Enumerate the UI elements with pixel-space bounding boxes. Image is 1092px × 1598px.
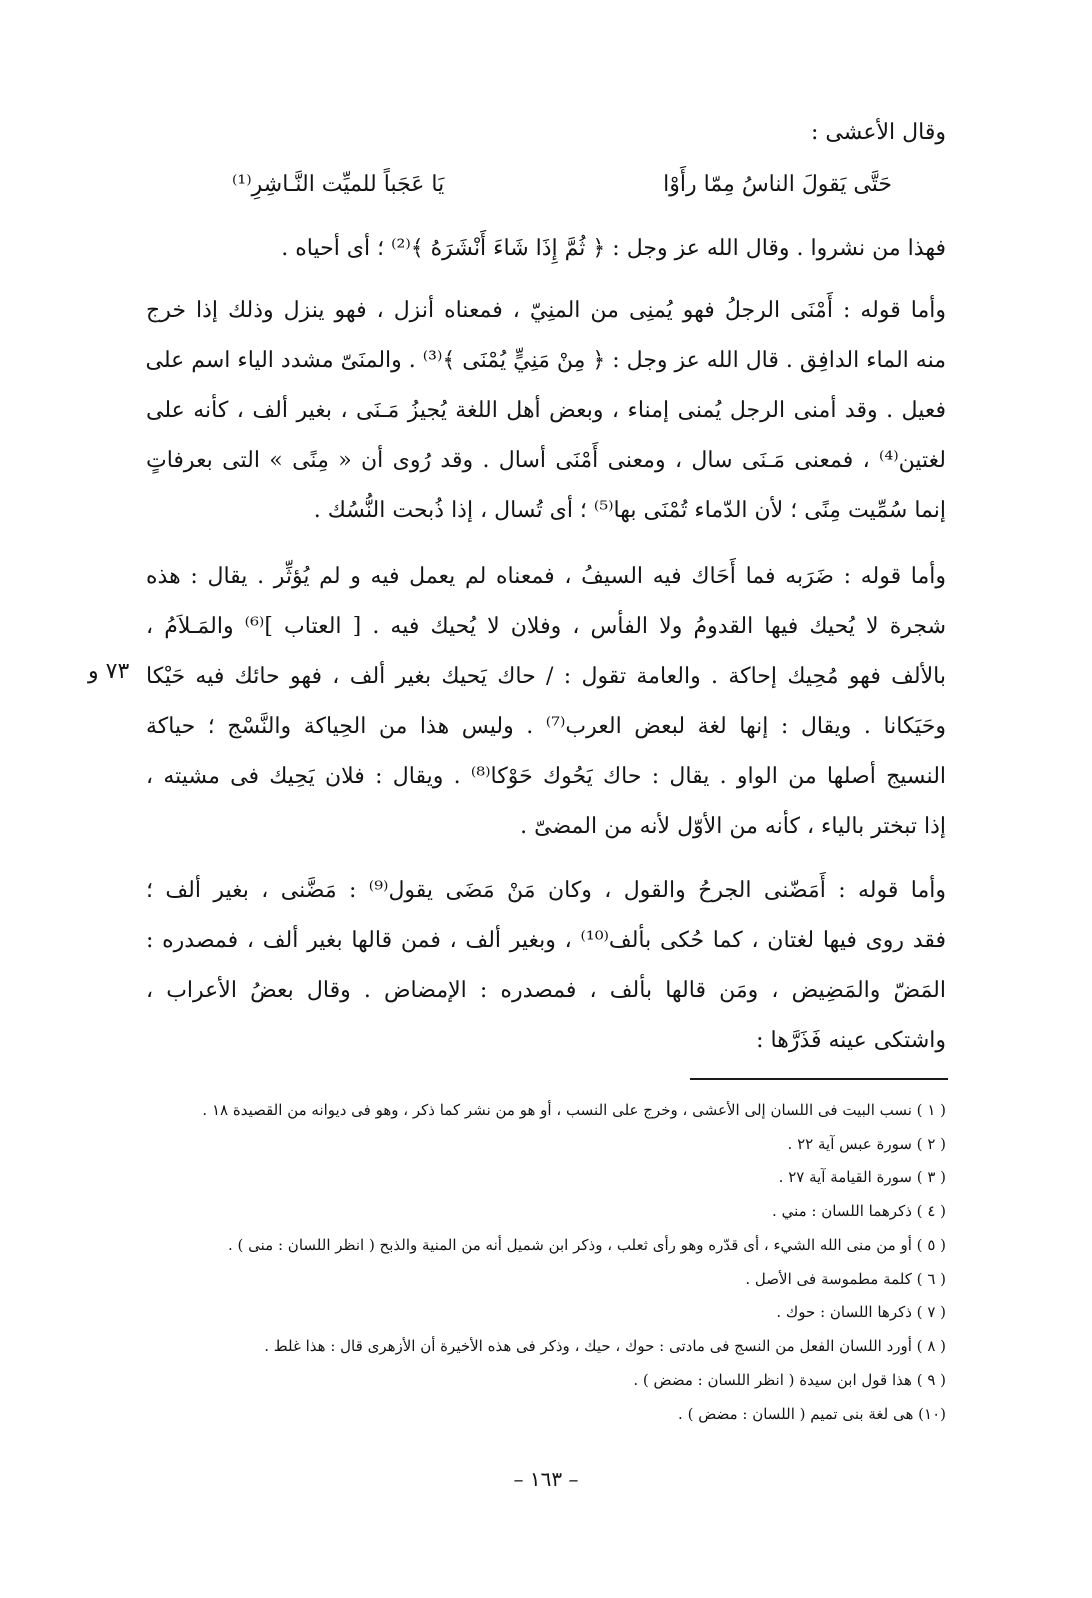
verse-second-hemistich: يَا عَجَباً للميِّت النَّـاشِرِ⁽¹⁾ <box>232 172 445 197</box>
body-line: لغتين⁽⁴⁾ ، فمعنى مَـنَى سال ، ومعنى أَمْنَى أسال . وقد رُوى أن « مِنًى » التى بعرفاتٍ <box>146 448 946 473</box>
page-number: – ١٦٣ – <box>513 1467 579 1491</box>
body-line: بالألف فهو مُحِيك إحاكة . والعامة تقول : / حاك يَحيك بغير ألف ، فهو حائك فيه حَيْكا <box>146 664 946 689</box>
body-line: وأما قوله : أَمْنَى الرجلُ فهو يُمنِى من المنِيّ ، فمعناه أنزل ، فهو ينزل وذلك إذا خرج <box>146 298 946 323</box>
body-line: وحَيَكانا . ويقال : إنها لغة لبعض العرب⁽⁷⁾ . وليس هذا من الحِياكة والنَّسْج ؛ حياكة <box>146 714 946 739</box>
poem-verse <box>232 166 892 204</box>
verse-first-hemistich: حَتَّى يَقولَ الناسُ مِمّا رأَوْا <box>663 172 892 197</box>
body-line: شجرة لا يُحيك فيها القدومُ ولا الفأس ، وفلان لا يُحيك فيه . [ العتاب ]⁽⁶⁾ والمَـلاَمُ ، <box>146 614 946 639</box>
body-line: إذا تبختر بالياء ، كأنه من الأوّل لأنه من المضىّ . <box>520 814 946 839</box>
body-line: منه الماء الدافِق . قال الله عز وجل : ﴿ مِنْ مَنِيٍّ يُمْنَى ﴾⁽³⁾ . والمنَىّ مشدد الياء اسم على <box>145 348 946 373</box>
footnote: ( ٥ ) أو من منى الله الشيء ، أى قدّره وهو رأى ثعلب ، وذكر ابن شميل أنه من المنية والذبح ( انظر اللسان : منى ) . <box>228 1236 946 1254</box>
footnote: (١٠) هى لغة بنى تميم ( اللسان : مضض ) . <box>678 1405 946 1423</box>
body-line: فقد روى فيها لغتان ، كما حُكى بألف⁽¹⁰⁾ ، وبغير ألف ، فمن قالها بغير ألف ، فمصدره : <box>146 928 946 953</box>
footnote: ( ٨ ) أورد اللسان الفعل من النسج فى مادتى : حوك ، حيك ، وذكر فى هذه الأخيرة أن الأزهرى قال : هذا غلط . <box>264 1337 946 1355</box>
body-line: وأما قوله : ضَرَبه فما أَحَاك فيه السيفُ ، فمعناه لم يعمل فيه و لم يُؤثِّر . يقال : هذه <box>146 564 946 589</box>
body-line: المَضّ والمَضِيض ، ومَن قالها بألف ، فمصدره : الإمضاض . وقال بعضُ الأعراب ، <box>146 978 946 1003</box>
footnote: ( ١ ) نسب البيت فى اللسان إلى الأعشى ، وخرج على النسب ، أو هو من نشر كما ذكر ، وهو فى ديوانه من القصيدة ١٨ . <box>202 1101 946 1119</box>
footnote: ( ٩ ) هذا قول ابن سيدة ( انظر اللسان : مضض ) . <box>633 1371 946 1389</box>
manuscript-folio-marker: ٧٣ و <box>88 659 130 684</box>
poet-heading: وقال الأعشى : <box>811 120 946 145</box>
footnote: ( ٣ ) سورة القيامة آية ٢٧ . <box>778 1168 946 1186</box>
body-line: إنما سُمِّيت مِنًى ؛ لأن الدّماء تُمْنَى بها⁽⁵⁾ ؛ أى تُسال ، إذا ذُبحت النُّسُك . <box>313 498 946 523</box>
footnote: ( ٢ ) سورة عبس آية ٢٢ . <box>787 1135 946 1153</box>
footnote: ( ٤ ) ذكرهما اللسان : مني . <box>772 1202 946 1220</box>
body-line: واشتكى عينه فَذَرَّها : <box>756 1028 946 1053</box>
body-line: فهذا من نشروا . وقال الله عز وجل : ﴿ ثُمَّ إِذَا شَاءَ أَنْشَرَهُ ﴾⁽²⁾ ؛ أى أحياه . <box>281 236 946 261</box>
footnote-separator <box>690 1078 948 1080</box>
footnote: ( ٧ ) ذكرها اللسان : حوك . <box>776 1303 946 1321</box>
footnote: ( ٦ ) كلمة مطموسة فى الأصل . <box>745 1270 946 1288</box>
body-line: النسيج أصلها من الواو . يقال : حاك يَحُوك حَوْكا⁽⁸⁾ . ويقال : فلان يَحِيك فى مشيته ، <box>146 764 947 789</box>
body-line: وأما قوله : أَمَضّنى الجرحُ والقول ، وكان مَنْ مَضَى يقول⁽⁹⁾ : مَضَّنى ، بغير ألف ؛ <box>146 878 947 903</box>
body-line: فعيل . وقد أمنى الرجل يُمنى إمناء ، وبعض أهل اللغة يُجيزُ مَـنَى ، بغير ألف ، كأنه على <box>146 398 946 423</box>
